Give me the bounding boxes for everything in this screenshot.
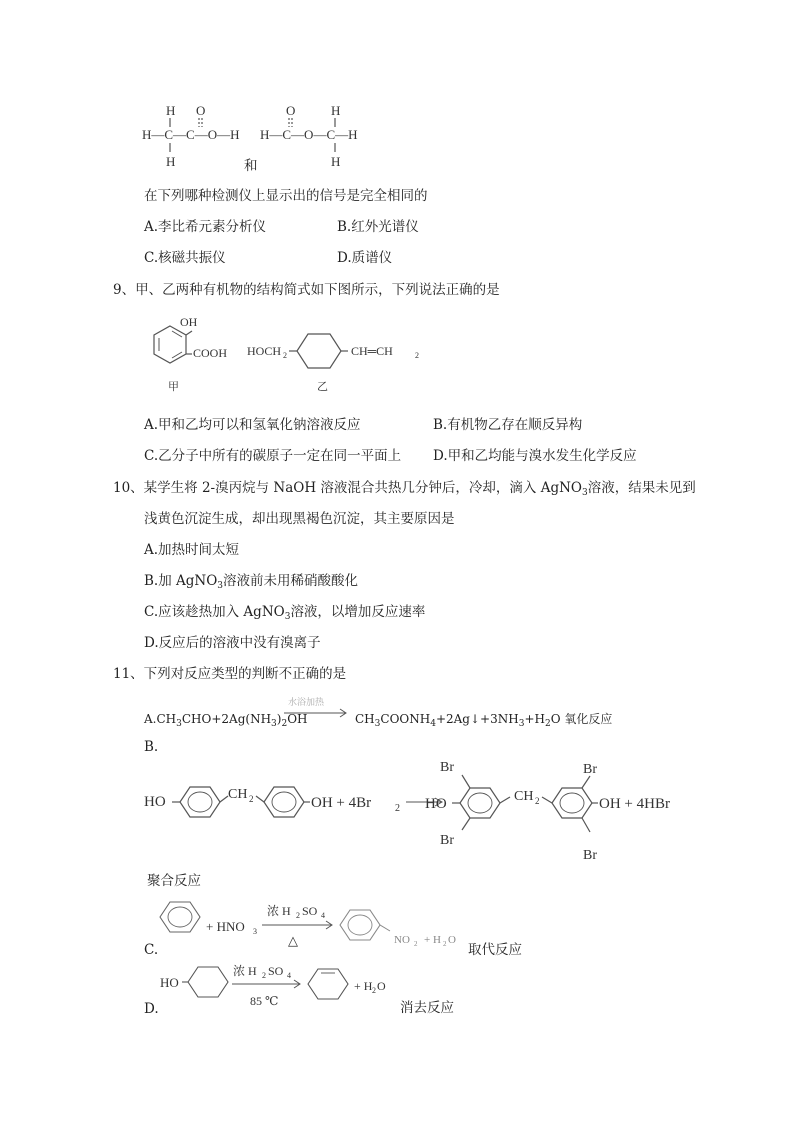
q10-stem-line2: 浅黄色沉淀生成，却出现黑褐色沉淀，其主要原因是	[144, 511, 455, 527]
q9-stem: 9、甲、乙两种有机物的结构简式如下图所示，下列说法正确的是	[113, 282, 500, 298]
d-water: + H	[354, 979, 373, 993]
d-water-end: O	[377, 979, 386, 993]
c-product: NO	[394, 934, 410, 946]
jia-oh: OH	[180, 315, 198, 329]
q8-option-d: D.质谱仪	[337, 250, 393, 266]
a-arrow-condition: 水浴加热	[288, 697, 325, 707]
q8-option-b: B.红外光谱仪	[337, 219, 419, 235]
q11-a-right: $CH_3COONH_4+2Ag↓+3NH_3+H_2O$ 氧化反应	[355, 712, 613, 729]
q10-option-b: B.加 AgNO$_3$溶液前未用稀硝酸酸化	[144, 573, 359, 591]
q10-option-d: D.反应后的溶液中没有溴离子	[144, 635, 321, 651]
q9-option-c: C.乙分子中所有的碳原子一定在同一平面上	[144, 448, 402, 464]
h-top-1: H	[166, 103, 176, 118]
q11-c-type: 取代反应	[468, 942, 522, 958]
yi-right: CH═CH	[351, 344, 393, 358]
d-cond-top: 浓 H	[233, 964, 257, 978]
c-cond-bot: △	[288, 933, 298, 948]
q11-stem: 11、下列对反应类型的判断不正确的是	[113, 666, 347, 682]
yi-label: 乙	[317, 381, 328, 393]
q8-option-a: A.李比希元素分析仪	[144, 219, 267, 235]
c-hno3: + HNO	[206, 919, 245, 934]
c-cond-sub1: 2	[296, 911, 300, 920]
q11-b-type: 聚合反应	[147, 873, 201, 889]
q11-c-label: C.	[144, 942, 159, 958]
main-chain-2: H—C—O—C—H	[260, 127, 358, 142]
c-cond-mid: SO	[302, 904, 318, 918]
h-bot-2: H	[331, 154, 341, 169]
c-cond-top: 浓 H	[267, 904, 291, 918]
main-chain-1: H—C—C—O—H	[142, 127, 240, 142]
q9-option-a: A.甲和乙均可以和氢氧化钠溶液反应	[144, 417, 361, 433]
c-water-end: O	[448, 934, 456, 946]
d-cond-sub1: 2	[262, 971, 266, 980]
h-bot-1: H	[166, 154, 176, 169]
structure-jia	[140, 310, 260, 395]
q11-b-equation	[140, 762, 700, 862]
b-oh-hbr: OH + 4HBr	[599, 796, 670, 812]
o-top-1: O	[196, 103, 206, 118]
c-hno3-sub: 3	[253, 927, 257, 936]
q10-option-a: A.加热时间太短	[144, 542, 240, 558]
d-water-sub: 2	[372, 986, 376, 995]
q10-stem-line1: 10、某学生将 2-溴丙烷与 NaOH 溶液混合共热几分钟后，冷却，滴入 AgNO$_3$溶液，结果未见到	[113, 480, 696, 498]
d-ho: HO	[160, 975, 179, 990]
q11-d-label: D.	[144, 1001, 159, 1017]
q11-d-type: 消去反应	[400, 1000, 454, 1016]
q11-a-left: $A.CH_3CHO+2Ag(NH_3)_2OH$	[144, 712, 308, 729]
d-cond-bot: 85 ℃	[250, 994, 279, 1008]
c-cond-sub2: 4	[321, 911, 325, 920]
b-br-3: Br	[583, 762, 597, 777]
q11-a-arrow	[280, 693, 352, 723]
c-water-sub: 2	[443, 940, 447, 948]
q8-option-c: C.核磁共振仪	[144, 250, 226, 266]
q11-d-equation	[140, 957, 410, 1017]
c-product-sub: 2	[414, 940, 418, 948]
q9-option-d: D.甲和乙均能与溴水发生化学反应	[433, 448, 637, 464]
q8-prompt: 在下列哪种检测仪上显示出的信号是完全相同的	[144, 188, 428, 204]
o-top-2: O	[286, 103, 296, 118]
b-oh-plus: OH + 4Br	[311, 795, 372, 811]
yi-right-sub: 2	[415, 351, 419, 360]
b-ch2-sub: 2	[249, 794, 254, 804]
q9-option-b: B.有机物乙存在顺反异构	[433, 417, 583, 433]
b-br-1: Br	[440, 760, 454, 775]
yi-left: HOCH	[247, 344, 282, 358]
q11-b-label: B.	[144, 739, 159, 755]
acetic-acid-structure	[140, 100, 260, 170]
b-ch2b-sub: 2	[535, 796, 540, 806]
c-water: + H	[424, 934, 441, 946]
and-label: 和	[244, 158, 258, 174]
b-ch2: CH	[228, 787, 248, 802]
h-top-2: H	[331, 103, 341, 118]
b-ch2b: CH	[514, 789, 534, 804]
methyl-formate-structure	[258, 100, 378, 170]
jia-cooh: COOH	[193, 346, 228, 360]
d-cond-sub2: 4	[287, 971, 291, 980]
b-ho-2: HO	[425, 796, 447, 812]
q10-option-c: C.应该趁热加入 AgNO$_3$溶液，以增加反应速率	[144, 604, 426, 622]
d-cond-mid: SO	[268, 964, 284, 978]
yi-left-sub: 2	[283, 351, 287, 360]
q11-c-equation	[140, 895, 480, 955]
jia-label: 甲	[168, 381, 179, 393]
b-br-4: Br	[583, 848, 597, 863]
structure-yi	[245, 310, 430, 395]
b-ho: HO	[144, 794, 166, 810]
b-br-2: Br	[440, 833, 454, 848]
b-br2-sub: 2	[395, 803, 400, 814]
